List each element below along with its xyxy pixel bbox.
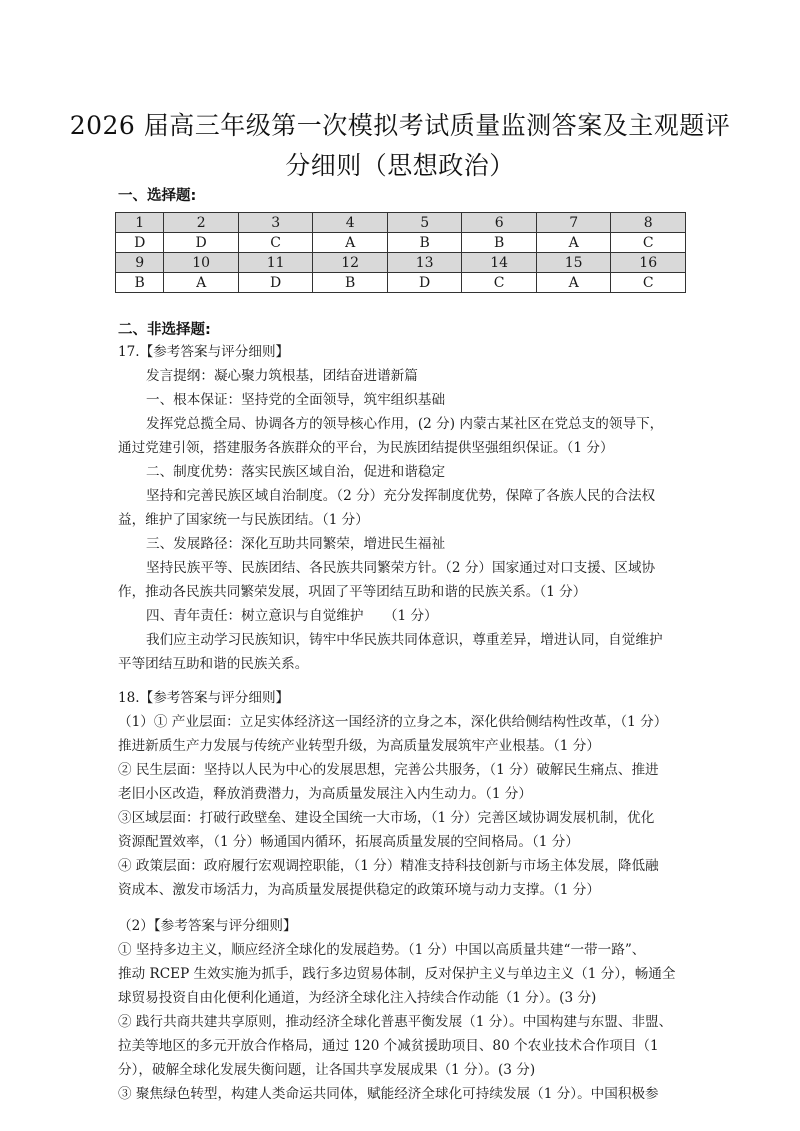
section-heading-choice: 一、选择题: — [118, 188, 197, 204]
table-cell: 10 — [164, 253, 239, 273]
answer-text: 推进新质生产力发展与传统产业转型升级，为高质量发展筑牢产业根基。（1 分） — [118, 738, 600, 754]
table-cell: 9 — [116, 253, 164, 273]
point-heading: 一、根本保证：坚持党的全面领导，筑牢组织基础 — [146, 392, 446, 408]
table-cell: D — [238, 273, 313, 293]
answer-text: ② 民生层面：坚持以人民为中心的发展思想，完善公共服务，（1 分）破解民生痛点、推进 — [118, 762, 659, 778]
table-cell: C — [611, 233, 686, 253]
table-cell: D — [387, 273, 462, 293]
table-row — [116, 253, 686, 273]
table-cell: 3 — [238, 213, 313, 233]
table-row — [116, 273, 686, 293]
question-heading: 18.【参考答案与评分细则】 — [118, 690, 290, 706]
answer-text: ③ 聚焦绿色转型，构建人类命运共同体，赋能经济全球化可持续发展（1 分）。中国积极参 — [118, 1086, 659, 1102]
table-cell: 13 — [387, 253, 462, 273]
answer-text: 老旧小区改造，释放消费潜力，为高质量发展注入内生动力。（1 分） — [118, 786, 532, 802]
table-cell: B — [313, 273, 388, 293]
table-row — [116, 213, 686, 233]
section-heading-nonchoice: 二、非选择题: — [118, 322, 211, 338]
table-cell: D — [116, 233, 164, 253]
answer-text: ① 坚持多边主义，顺应经济全球化的发展趋势。（1 分）中国以高质量共建“一带一路”、 — [118, 942, 646, 958]
answer-text: 益，维护了国家统一与民族团结。（1 分） — [118, 512, 369, 528]
table-cell: B — [387, 233, 462, 253]
answer-text: 坚持和完善民族区域自治制度。（2 分）充分发挥制度优势，保障了各族人民的合法权 — [146, 488, 656, 504]
document-title-line-2: 分细则（思想政治） — [285, 151, 515, 180]
answer-text: 通过党建引领，搭建服务各族群众的平台，为民族团结提供坚强组织保证。（1 分） — [118, 440, 614, 456]
answer-text: ④ 政策层面：政府履行宏观调控职能，（1 分）精准支持科技创新与市场主体发展，降低融 — [118, 858, 659, 874]
table-cell: 2 — [164, 213, 239, 233]
table-cell: 12 — [313, 253, 388, 273]
answer-text: 推动 RCEP 生效实施为抓手，践行多边贸易体制，反对保护主义与单边主义（1 分），畅通全 — [118, 966, 676, 982]
table-cell: C — [238, 233, 313, 253]
table-cell: 5 — [387, 213, 462, 233]
table-cell: C — [462, 273, 537, 293]
table-cell: D — [164, 233, 239, 253]
answer-text: ② 践行共商共建共享原则，推动经济全球化普惠平衡发展（1 分）。中国构建与东盟、非盟、 — [118, 1014, 673, 1030]
table-cell: A — [313, 233, 388, 253]
table-cell: 8 — [611, 213, 686, 233]
subquestion-heading: （2）【参考答案与评分细则】 — [118, 918, 297, 934]
answer-text: 坚持民族平等、民族团结、各民族共同繁荣方针。（2 分）国家通过对口支援、区域协 — [146, 560, 656, 576]
answer-text: 球贸易投资自由化便利化通道，为经济全球化注入持续合作动能（1 分）。(3 分) — [118, 990, 597, 1006]
table-cell: 14 — [462, 253, 537, 273]
table-row — [116, 233, 686, 253]
table-cell: A — [536, 273, 611, 293]
answer-text: 作，推动各民族共同繁荣发展，巩固了平等团结互助和谐的民族关系。（1 分） — [118, 584, 587, 600]
answer-table — [115, 212, 686, 293]
answer-text: （1）① 产业层面：立足实体经济这一国经济的立身之本，深化供给侧结构性改革，（1 分） — [118, 714, 668, 730]
answer-text: 拉美等地区的多元开放合作格局，通过 120 个减贫援助项目、80 个农业技术合作项目（1 — [118, 1038, 659, 1054]
answer-text: 发挥党总揽全局、协调各方的领导核心作用，(2 分) 内蒙古某社区在党总支的领导下， — [146, 416, 664, 432]
answer-text: 分），破解全球化发展失衡问题，让各国共享发展成果（1 分）。(3 分) — [118, 1062, 536, 1078]
point-heading: 四、青年责任：树立意识与自觉维护 （1 分） — [146, 608, 438, 624]
table-cell: 15 — [536, 253, 611, 273]
document-title-line-1: 2026 届高三年级第一次模拟考试质量监测答案及主观题评 — [69, 111, 731, 140]
table-cell: A — [164, 273, 239, 293]
answer-text: 资成本、激发市场活力，为高质量发展提供稳定的政策环境与动力支撑。（1 分） — [118, 882, 600, 898]
table-cell: 7 — [536, 213, 611, 233]
table-cell: 4 — [313, 213, 388, 233]
outline-title: 发言提纲：凝心聚力筑根基，团结奋进谱新篇 — [146, 368, 418, 384]
answer-text: 资源配置效率，（1 分）畅通国内循环，拓展高质量发展的空间格局。（1 分） — [118, 834, 579, 850]
table-cell: 1 — [116, 213, 164, 233]
table-cell: A — [536, 233, 611, 253]
answer-text: 我们应主动学习民族知识，铸牢中华民族共同体意识，尊重差异，增进认同，自觉维护 — [146, 632, 663, 648]
point-heading: 二、制度优势：落实民族区域自治，促进和谐稳定 — [146, 464, 446, 480]
table-cell: C — [611, 273, 686, 293]
question-heading: 17.【参考答案与评分细则】 — [118, 344, 290, 360]
table-cell: 16 — [611, 253, 686, 273]
table-cell: 6 — [462, 213, 537, 233]
table-cell: B — [116, 273, 164, 293]
table-cell: 11 — [238, 253, 313, 273]
answer-text: 平等团结互助和谐的民族关系。 — [118, 656, 309, 672]
answer-text: ③区域层面：打破行政壁垒、建设全国统一大市场，（1 分）完善区域协调发展机制，优化 — [118, 810, 655, 826]
point-heading: 三、发展路径：深化互助共同繁荣，增进民生福祉 — [146, 536, 446, 552]
table-cell: B — [462, 233, 537, 253]
